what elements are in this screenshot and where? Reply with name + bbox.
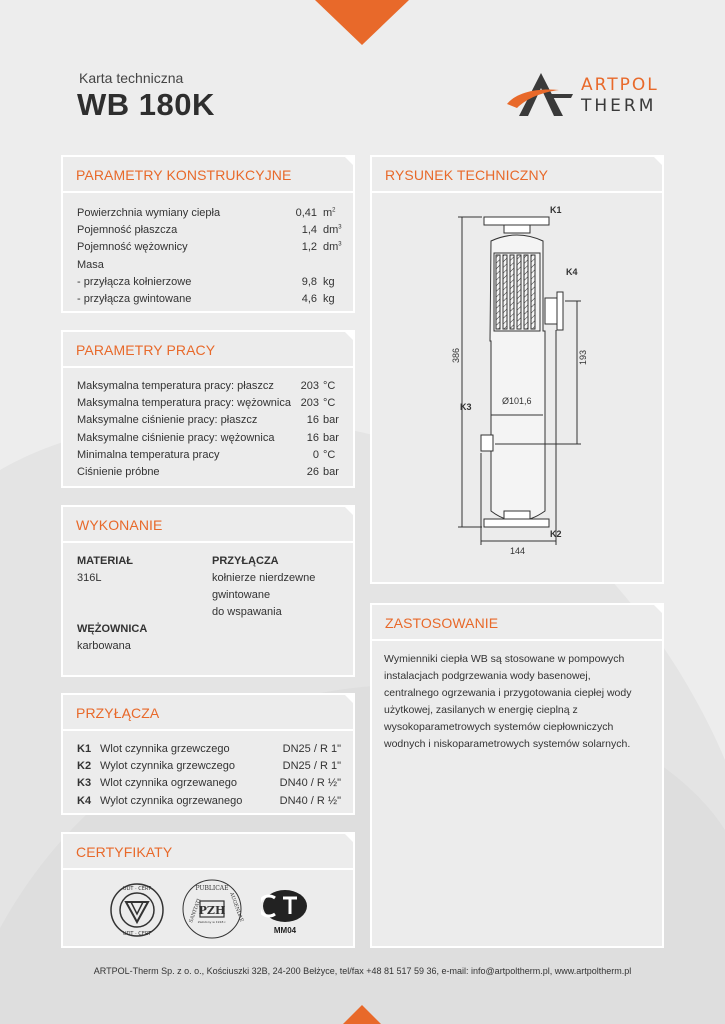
przylacza-label: PRZYŁĄCZA [212, 555, 279, 567]
svg-text:Założony w 1918 r.: Założony w 1918 r. [197, 920, 227, 924]
top-orange-triangle [315, 0, 409, 45]
pzh-cert-icon [180, 877, 244, 941]
card-zastosowanie [370, 603, 664, 948]
svg-text:MM04: MM04 [273, 926, 297, 934]
card-wykonanie [61, 505, 355, 677]
svg-text:K2: K2 [550, 529, 562, 539]
section-title: WYKONANIE [76, 517, 163, 533]
card-certyfikaty [61, 832, 355, 948]
card-rysunek-techniczny [370, 155, 664, 584]
material-value: 316L [77, 572, 102, 584]
svg-text:K4: K4 [566, 267, 578, 277]
svg-text:K1: K1 [550, 205, 562, 215]
svg-text:193: 193 [578, 349, 588, 365]
logo-text-artpol: ARTPOL [581, 75, 659, 95]
table-row: Ciśnienie próbne 26 bar [77, 465, 339, 478]
table-row: K2 Wylot czynnika grzewczego DN25 / R 1" [77, 760, 341, 773]
table-row: - przyłącza kołnierzowe 9,8 kg [77, 275, 335, 288]
wezownica-label: WĘŻOWNICA [77, 623, 148, 635]
constr-rows [77, 205, 342, 308]
table-row: Maksymalna temperatura pracy: wężownica 203 °C [77, 397, 336, 410]
logo-text-therm: THERM [581, 96, 657, 116]
gost-cert-icon [261, 884, 311, 934]
svg-text:PUBLICAE: PUBLICAE [195, 885, 229, 892]
svg-text:386: 386 [451, 347, 461, 363]
table-row: Powierzchnia wymiany ciepła 0,41 $m^2$ [77, 207, 336, 219]
svg-text:SANITATI: SANITATI [188, 898, 203, 924]
section-title: PRZYŁĄCZA [76, 705, 160, 721]
table-row: Pojemność wężownicy 1,2 $dm^3$ [77, 241, 342, 254]
section-title: PARAMETRY PRACY [76, 342, 216, 358]
wezownica-value: karbowana [77, 640, 131, 652]
table-row: K4 Wylot czynnika ogrzewanego DN40 / R ½" [77, 794, 341, 807]
card-parametry-pracy [61, 330, 355, 488]
svg-text:PZH: PZH [198, 904, 226, 917]
logo-mark-icon [503, 70, 583, 120]
table-row: Maksymalna temperatura pracy: płaszcz 203 °C [77, 380, 336, 392]
table-row: Minimalna temperatura pracy 0 °C [77, 448, 336, 461]
svg-text:Ø101,6: Ø101,6 [502, 396, 532, 406]
section-title: ZASTOSOWANIE [385, 615, 499, 631]
connection-rows [77, 741, 341, 810]
table-row: K3 Wlot czynnika ogrzewanego DN40 / R ½" [77, 777, 341, 790]
svg-text:UDT · CERT: UDT · CERT [122, 931, 152, 937]
table-row: Maksymalne ciśnienie pracy: wężownica 16 bar [77, 431, 339, 444]
application-description: Wymienniki ciepła WB są stosowane w pompowych instalacjach podgrzewania wody basenowej, centralnego ogrzewania i przygotowania ciepłej wody użytkowej, zasilanych w energię cieplną z wysokoparametrowych systemów ciepłowniczych wodnych i niskoparametrowych systemów solarnych. [384, 653, 632, 750]
svg-text:UDT · CERT: UDT · CERT [122, 886, 152, 892]
table-row: K1 Wlot czynnika grzewczego DN25 / R 1" [77, 743, 341, 755]
material-label: MATERIAŁ [77, 555, 134, 567]
table-row: Pojemność płaszcza 1,4 $dm^3$ [77, 224, 342, 237]
przylacza-values: kołnierze nierdzewne gwintowane do wspawania [212, 572, 316, 618]
table-row: Masa [77, 258, 104, 271]
work-rows [77, 378, 339, 481]
section-title: CERTYFIKATY [76, 844, 173, 860]
card-przylacza [61, 693, 355, 815]
table-row: - przyłącza gwintowane 4,6 kg [77, 292, 335, 305]
svg-text:AUGENDAE: AUGENDAE [228, 891, 244, 923]
card-parametry-konstrukcyjne [61, 155, 355, 313]
company-logo [503, 70, 659, 120]
footer-contact: ARTPOL-Therm Sp. z o. o., Kościuszki 32B, 24-200 Bełżyce, tel/fax +48 81 517 59 36, e-mail: info@artpoltherm.pl, www.artpoltherm.pl [93, 966, 632, 976]
technical-drawing [370, 191, 664, 581]
svg-text:144: 144 [510, 546, 526, 556]
svg-text:K3: K3 [460, 402, 472, 412]
doc-subtitle: Karta techniczna [79, 70, 184, 86]
doc-title: WB 180K [77, 87, 215, 122]
udt-cert-icon [107, 880, 167, 940]
table-row: Maksymalne ciśnienie pracy: płaszcz 16 bar [77, 414, 339, 427]
section-title: PARAMETRY KONSTRUKCYJNE [76, 167, 292, 183]
section-title: RYSUNEK TECHNICZNY [385, 167, 549, 183]
